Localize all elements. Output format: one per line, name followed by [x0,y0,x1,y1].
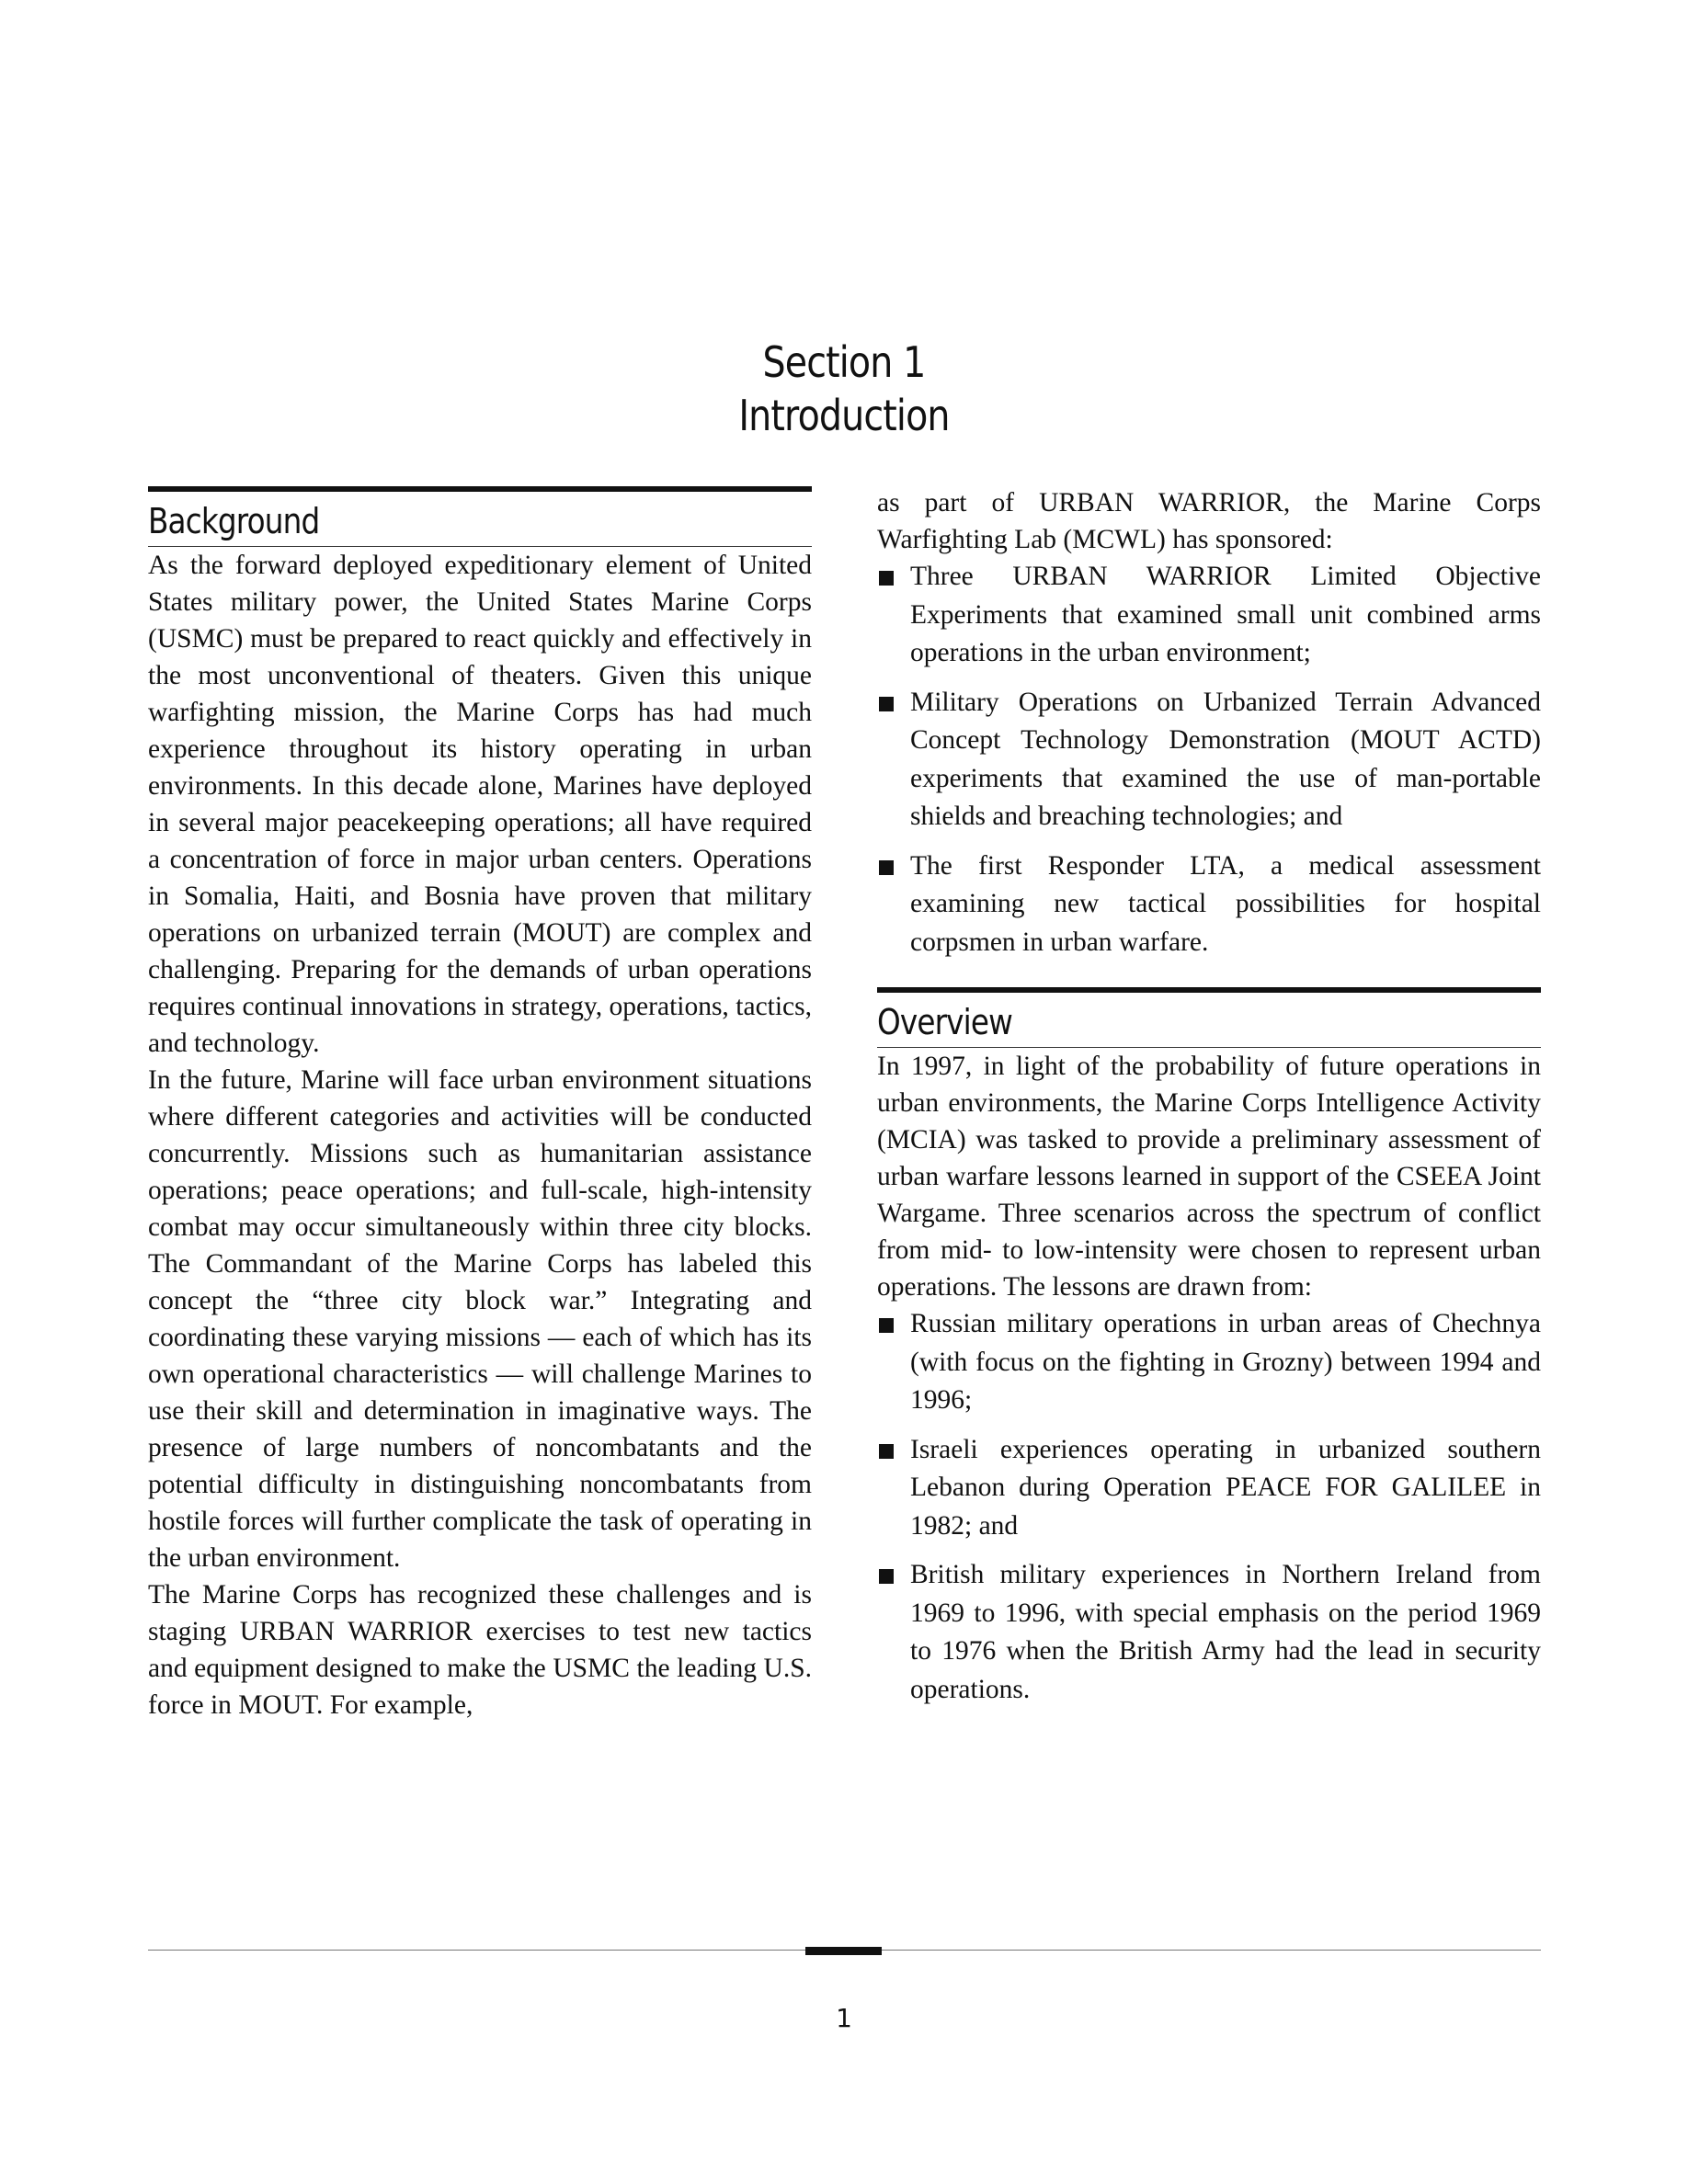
right-column [877,484,1541,1720]
section-title: Introduction [738,391,950,440]
footer-tab-mark [805,1947,882,1955]
list-item-text: Military Operations on Urbanized Terrain Advanced Concept Technology Demonstration (MOUT ACTD) experiments that examined the use of man-portable shields and breaching technologies; and [910,687,1541,831]
background-paragraph-1: As the forward deployed expeditionary element of United States military power, the United States Marine Corps (USMC) must be prepared to react quickly and effectively in the most unconventional of theaters. Given this unique warfighting mission, the Marine Corps has had much experience throughout its history operating in urban environments. In this decade alone, Marines have deployed in several major peacekeeping operations; all have required a concentration of force in major urban centers. Operations in Somalia, Haiti, and Bosnia have proven that military operations on urbanized terrain (MOUT) are complex and challenging. Preparing for the demands of urban operations requires continual innovations in strategy, operations, tactics, and technology. [148,551,812,1058]
lessons-sources-list [877,1305,1541,1709]
list-item-text: The first Responder LTA, a medical assessment examining new tactical possibilities for hospital corpsmen in urban warfare. [910,850,1541,957]
mcwl-experiments-list [877,558,1541,961]
square-bullet-icon [879,860,894,875]
list-item [877,558,1541,673]
square-bullet-icon [879,697,894,711]
page-title [119,336,1570,442]
list-item [877,1305,1541,1420]
overview-heading [877,987,1541,1048]
left-column [148,486,812,1723]
section-label: Section 1 [762,337,926,387]
square-bullet-icon [879,1444,894,1459]
list-item [877,847,1541,962]
list-item-text: Three URBAN WARRIOR Limited Objective Experiments that examined small unit combined arms operations in the urban environment; [910,562,1541,667]
page-number: 1 [836,2003,852,2033]
list-item-text: Israeli experiences operating in urbanized southern Lebanon during Operation PEACE FOR GALILEE in 1982; and [910,1434,1541,1541]
background-heading-text: Background [148,501,320,541]
square-bullet-icon [879,1318,894,1333]
background-heading [148,486,812,547]
background-paragraph-2: In the future, Marine will face urban environment situations where different categories and activities will be conducted concurrently. Missions such as humanitarian assistance operations; peace operations; and full-scale, high-intensity combat may occur simultaneously within three city blocks. The Commandant of the Marine Corps has labeled this concept the “three city block war.” Integrating and coordinating these varying missions — each of which has its own operational characteristics — will challenge Marines to use their skill and determination in imaginative ways. The presence of large numbers of noncombatants and the potential difficulty in distinguishing noncombatants from hostile forces will further complicate the task of operating in the urban environment. [148,1065,812,1573]
overview-paragraph: In 1997, in light of the probability of future operations in urban environments, the Marine Corps Intelligence Activity (MCIA) was tasked to provide a preliminary assessment of urban warfare lessons learned in support of the CSEEA Joint Wargame. Three scenarios across the spectrum of conflict from mid- to low-intensity were chosen to represent urban operations. The lessons are drawn from: [877,1052,1541,1302]
list-item-text: Russian military operations in urban areas of Chechnya (with focus on the fighting in Grozny) between 1994 and 1996; [910,1309,1541,1415]
list-item [877,684,1541,836]
list-item-text: British military experiences in Northern Ireland from 1969 to 1996, with special emphasis on the period 1969 to 1976 when the British Army had the lead in security operations. [910,1560,1541,1704]
square-bullet-icon [879,571,894,586]
list-item [877,1431,1541,1546]
continuation-paragraph: as part of URBAN WARRIOR, the Marine Corps Warfighting Lab (MCWL) has sponsored: [877,488,1541,554]
square-bullet-icon [879,1569,894,1584]
list-item [877,1556,1541,1709]
background-paragraph-3: The Marine Corps has recognized these challenges and is staging URBAN WARRIOR exercises to test new tactics and equipment designed to make the USMC the leading U.S. force in MOUT. For example, [148,1580,812,1720]
overview-heading-text: Overview [877,1002,1012,1042]
